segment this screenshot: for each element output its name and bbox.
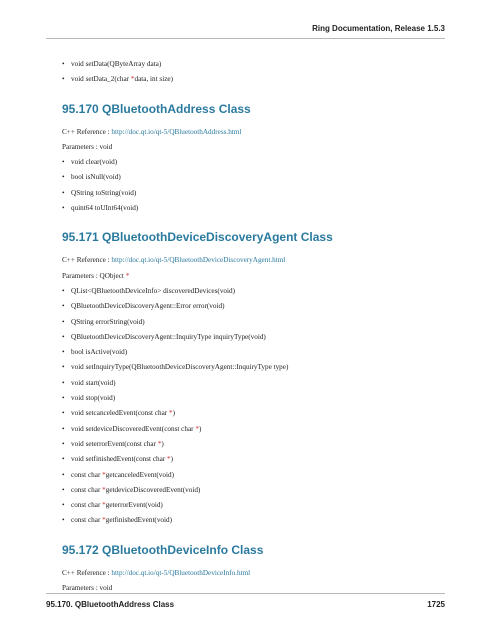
list-item: • void start(void) bbox=[71, 376, 445, 391]
list-item: • bool isActive(void) bbox=[71, 345, 445, 360]
section-heading: 95.171 QBluetoothDeviceDiscoveryAgent Class bbox=[62, 230, 333, 245]
list-item: • void seterrorEvent(const char *) bbox=[71, 437, 445, 452]
parameters bbox=[62, 269, 445, 284]
top-method-list bbox=[62, 57, 445, 88]
list-item: • void clear(void) bbox=[71, 155, 445, 170]
page-content bbox=[62, 57, 445, 596]
section-heading: 95.172 QBluetoothDeviceInfo Class bbox=[62, 542, 264, 557]
list-item: • bool isNull(void) bbox=[71, 170, 445, 185]
parameters-value: void bbox=[99, 584, 113, 593]
parameters bbox=[62, 581, 445, 596]
list-item: • void setcanceledEvent(const char *) bbox=[71, 406, 445, 421]
footer-section-title: 95.170. QBluetoothAddress Class bbox=[46, 600, 175, 609]
footer-divider bbox=[46, 593, 445, 594]
section-heading: 95.170 QBluetoothAddress Class bbox=[62, 101, 251, 116]
list-item: • QBluetoothDeviceDiscoveryAgent::Error error(void) bbox=[71, 299, 445, 314]
list-item: • void setData_2(char *data, int size) bbox=[71, 72, 445, 87]
parameters-label: Parameters : bbox=[62, 271, 100, 280]
list-item: • quint64 toUInt64(void) bbox=[71, 201, 445, 216]
list-item: • QBluetoothDeviceDiscoveryAgent::InquiryType inquiryType(void) bbox=[71, 330, 445, 345]
pointer-asterisk: * bbox=[102, 485, 106, 494]
parameters bbox=[62, 140, 445, 155]
reference-link[interactable]: http://doc.qt.io/qt-5/QBluetoothDeviceInfo.html bbox=[111, 568, 251, 577]
pointer-asterisk: * bbox=[130, 75, 135, 84]
parameters-value: QObject bbox=[99, 271, 126, 280]
list-item: • void setfinishedEvent(const char *) bbox=[71, 452, 445, 467]
list-item: • QString errorString(void) bbox=[71, 315, 445, 330]
reference-link[interactable]: http://doc.qt.io/qt-5/QBluetoothDeviceDiscoveryAgent.html bbox=[111, 256, 286, 265]
page-header bbox=[46, 24, 445, 33]
reference-label: C++ Reference : bbox=[62, 568, 112, 577]
cpp-reference bbox=[62, 566, 445, 581]
list-item: • void setInquiryType(QBluetoothDeviceDiscoveryAgent::InquiryType type) bbox=[71, 360, 445, 375]
section-qbluetoothdeviceinfo bbox=[62, 543, 445, 597]
parameters-label: Parameters : bbox=[62, 142, 100, 151]
pointer-asterisk: * bbox=[125, 271, 130, 280]
page-footer bbox=[46, 600, 445, 609]
page-number: 1725 bbox=[427, 600, 445, 609]
parameters-value: void bbox=[99, 142, 113, 151]
header-divider bbox=[46, 38, 445, 39]
list-item: • const char *getdeviceDiscoveredEvent(void) bbox=[71, 483, 445, 498]
pointer-asterisk: * bbox=[102, 501, 106, 510]
pointer-asterisk: * bbox=[102, 470, 106, 479]
list-item: • QList<QBluetoothDeviceInfo> discoveredDevices(void) bbox=[71, 284, 445, 299]
pointer-asterisk: * bbox=[167, 455, 171, 464]
header-title: Ring Documentation, Release 1.5.3 bbox=[312, 24, 445, 33]
cpp-reference bbox=[62, 125, 445, 140]
reference-link[interactable]: http://doc.qt.io/qt-5/QBluetoothAddress.html bbox=[111, 127, 242, 136]
section-qbluetoothaddress bbox=[62, 102, 445, 217]
list-item: • void setData(QByteArray data) bbox=[71, 57, 445, 72]
reference-label: C++ Reference : bbox=[62, 127, 112, 136]
reference-label: C++ Reference : bbox=[62, 256, 112, 265]
list-item: • void setdeviceDiscoveredEvent(const char *) bbox=[71, 422, 445, 437]
pointer-asterisk: * bbox=[102, 516, 106, 525]
list-item: • const char *getcanceledEvent(void) bbox=[71, 468, 445, 483]
cpp-reference bbox=[62, 253, 445, 268]
method-list bbox=[62, 155, 445, 216]
parameters-label: Parameters : bbox=[62, 584, 100, 593]
list-item: • const char *getfinishedEvent(void) bbox=[71, 513, 445, 528]
list-item: • void stop(void) bbox=[71, 391, 445, 406]
list-item: • QString toString(void) bbox=[71, 186, 445, 201]
pointer-asterisk: * bbox=[157, 439, 162, 448]
list-item: • const char *geterrorEvent(void) bbox=[71, 498, 445, 513]
method-list bbox=[62, 284, 445, 529]
pointer-asterisk: * bbox=[169, 409, 173, 418]
section-qbluetoothdevicediscoveryagent bbox=[62, 230, 445, 528]
pointer-asterisk: * bbox=[195, 424, 199, 433]
